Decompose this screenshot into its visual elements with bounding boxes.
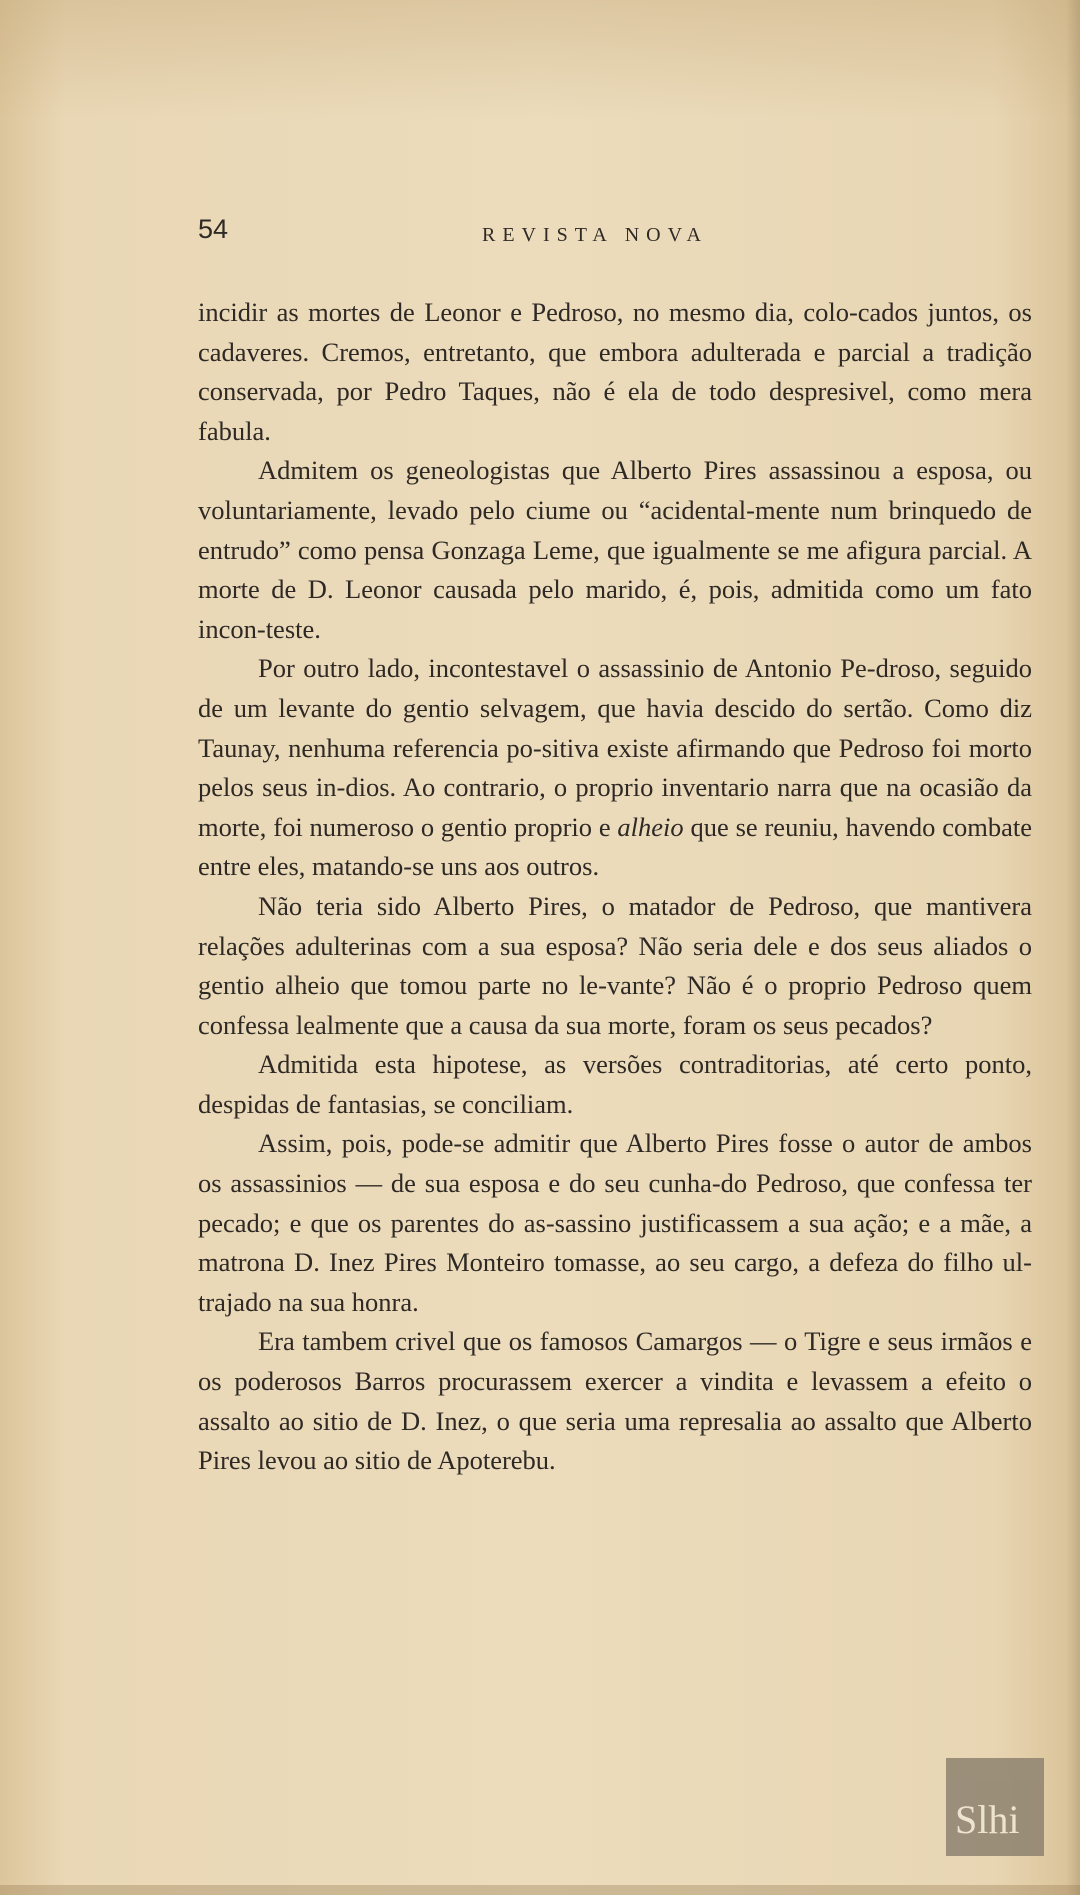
paragraph: Assim, pois, pode-se admitir que Alberto Pires fosse o autor de ambos os assassinios — de sua esposa e do seu cunha-do Pedroso, que confessa ter pecado; e que os parentes do as-sassino justificassem a sua ação; e a mãe, a matrona D. Inez Pires Monteiro tomasse, ao seu cargo, a defeza do filho ul-trajado na sua honra. (198, 1128, 1032, 1317)
paragraph-text: Por outro lado, incontestavel o assassinio de Antonio Pe-droso, seguido de um levante do gentio selvagem, que havia descido do sertão. Como diz Taunay, nenhuma referencia po-sitiva existe afirmando que Pedroso foi morto pelos seus in-dios. Ao contrario, o proprio inventario narra que na ocasião da morte, foi numeroso o gentio proprio e (198, 653, 1032, 842)
library-logo (946, 1758, 1044, 1856)
logo-text: Slhi (955, 1797, 1020, 1842)
paragraph-text: que se reuniu, havendo combate entre eles, matando-se uns aos outros. (198, 811, 1032, 882)
page-number: 54 (198, 214, 229, 244)
page-right-edge (1066, 0, 1080, 1895)
page-top-shade (0, 0, 1080, 120)
paragraph: Admitem os geneologistas que Alberto Pires assassinou a esposa, ou voluntariamente, levado pelo ciume ou “acidental-mente num brinquedo de entrudo” como pensa Gonzaga Leme, que igualmente se me afigura parcial. A morte de D. Leonor causada pelo marido, é, pois, admitida como um fato incon-teste. (198, 455, 1032, 644)
paragraph (198, 649, 1032, 887)
italic-word: alheio (617, 811, 684, 842)
paragraph: Não teria sido Alberto Pires, o matador de Pedroso, que mantivera relações adulterinas com a sua esposa? Não seria dele e dos seus aliados o gentio alheio que tomou parte no le-vante? Não é o proprio Pedroso quem confessa lealmente que a causa da sua morte, foram os seus pecados? (198, 890, 1032, 1040)
paragraph: incidir as mortes de Leonor e Pedroso, no mesmo dia, colo-cados juntos, os cadaveres. Cremos, entretanto, que embora adulterada e parcial a tradição conservada, por Pedro Taques, não é ela de todo despresivel, como mera fabula. (198, 297, 1032, 446)
running-title: REVISTA NOVA (482, 224, 708, 246)
paragraph: Admitida esta hipotese, as versões contraditorias, até certo ponto, despidas de fantasias, se conciliam. (198, 1049, 1032, 1119)
paragraph: Era tambem crivel que os famosos Camargos — o Tigre e seus irmãos e os poderosos Barros procurassem exercer a vindita e levassem a efeito o assalto ao sitio de D. Inez, o que seria uma represalia ao assalto que Alberto Pires levou ao sitio de Apoterebu. (198, 1326, 1032, 1476)
page-bottom-edge (0, 1885, 1080, 1895)
body-text (198, 293, 1032, 1481)
page-header (198, 214, 1040, 254)
